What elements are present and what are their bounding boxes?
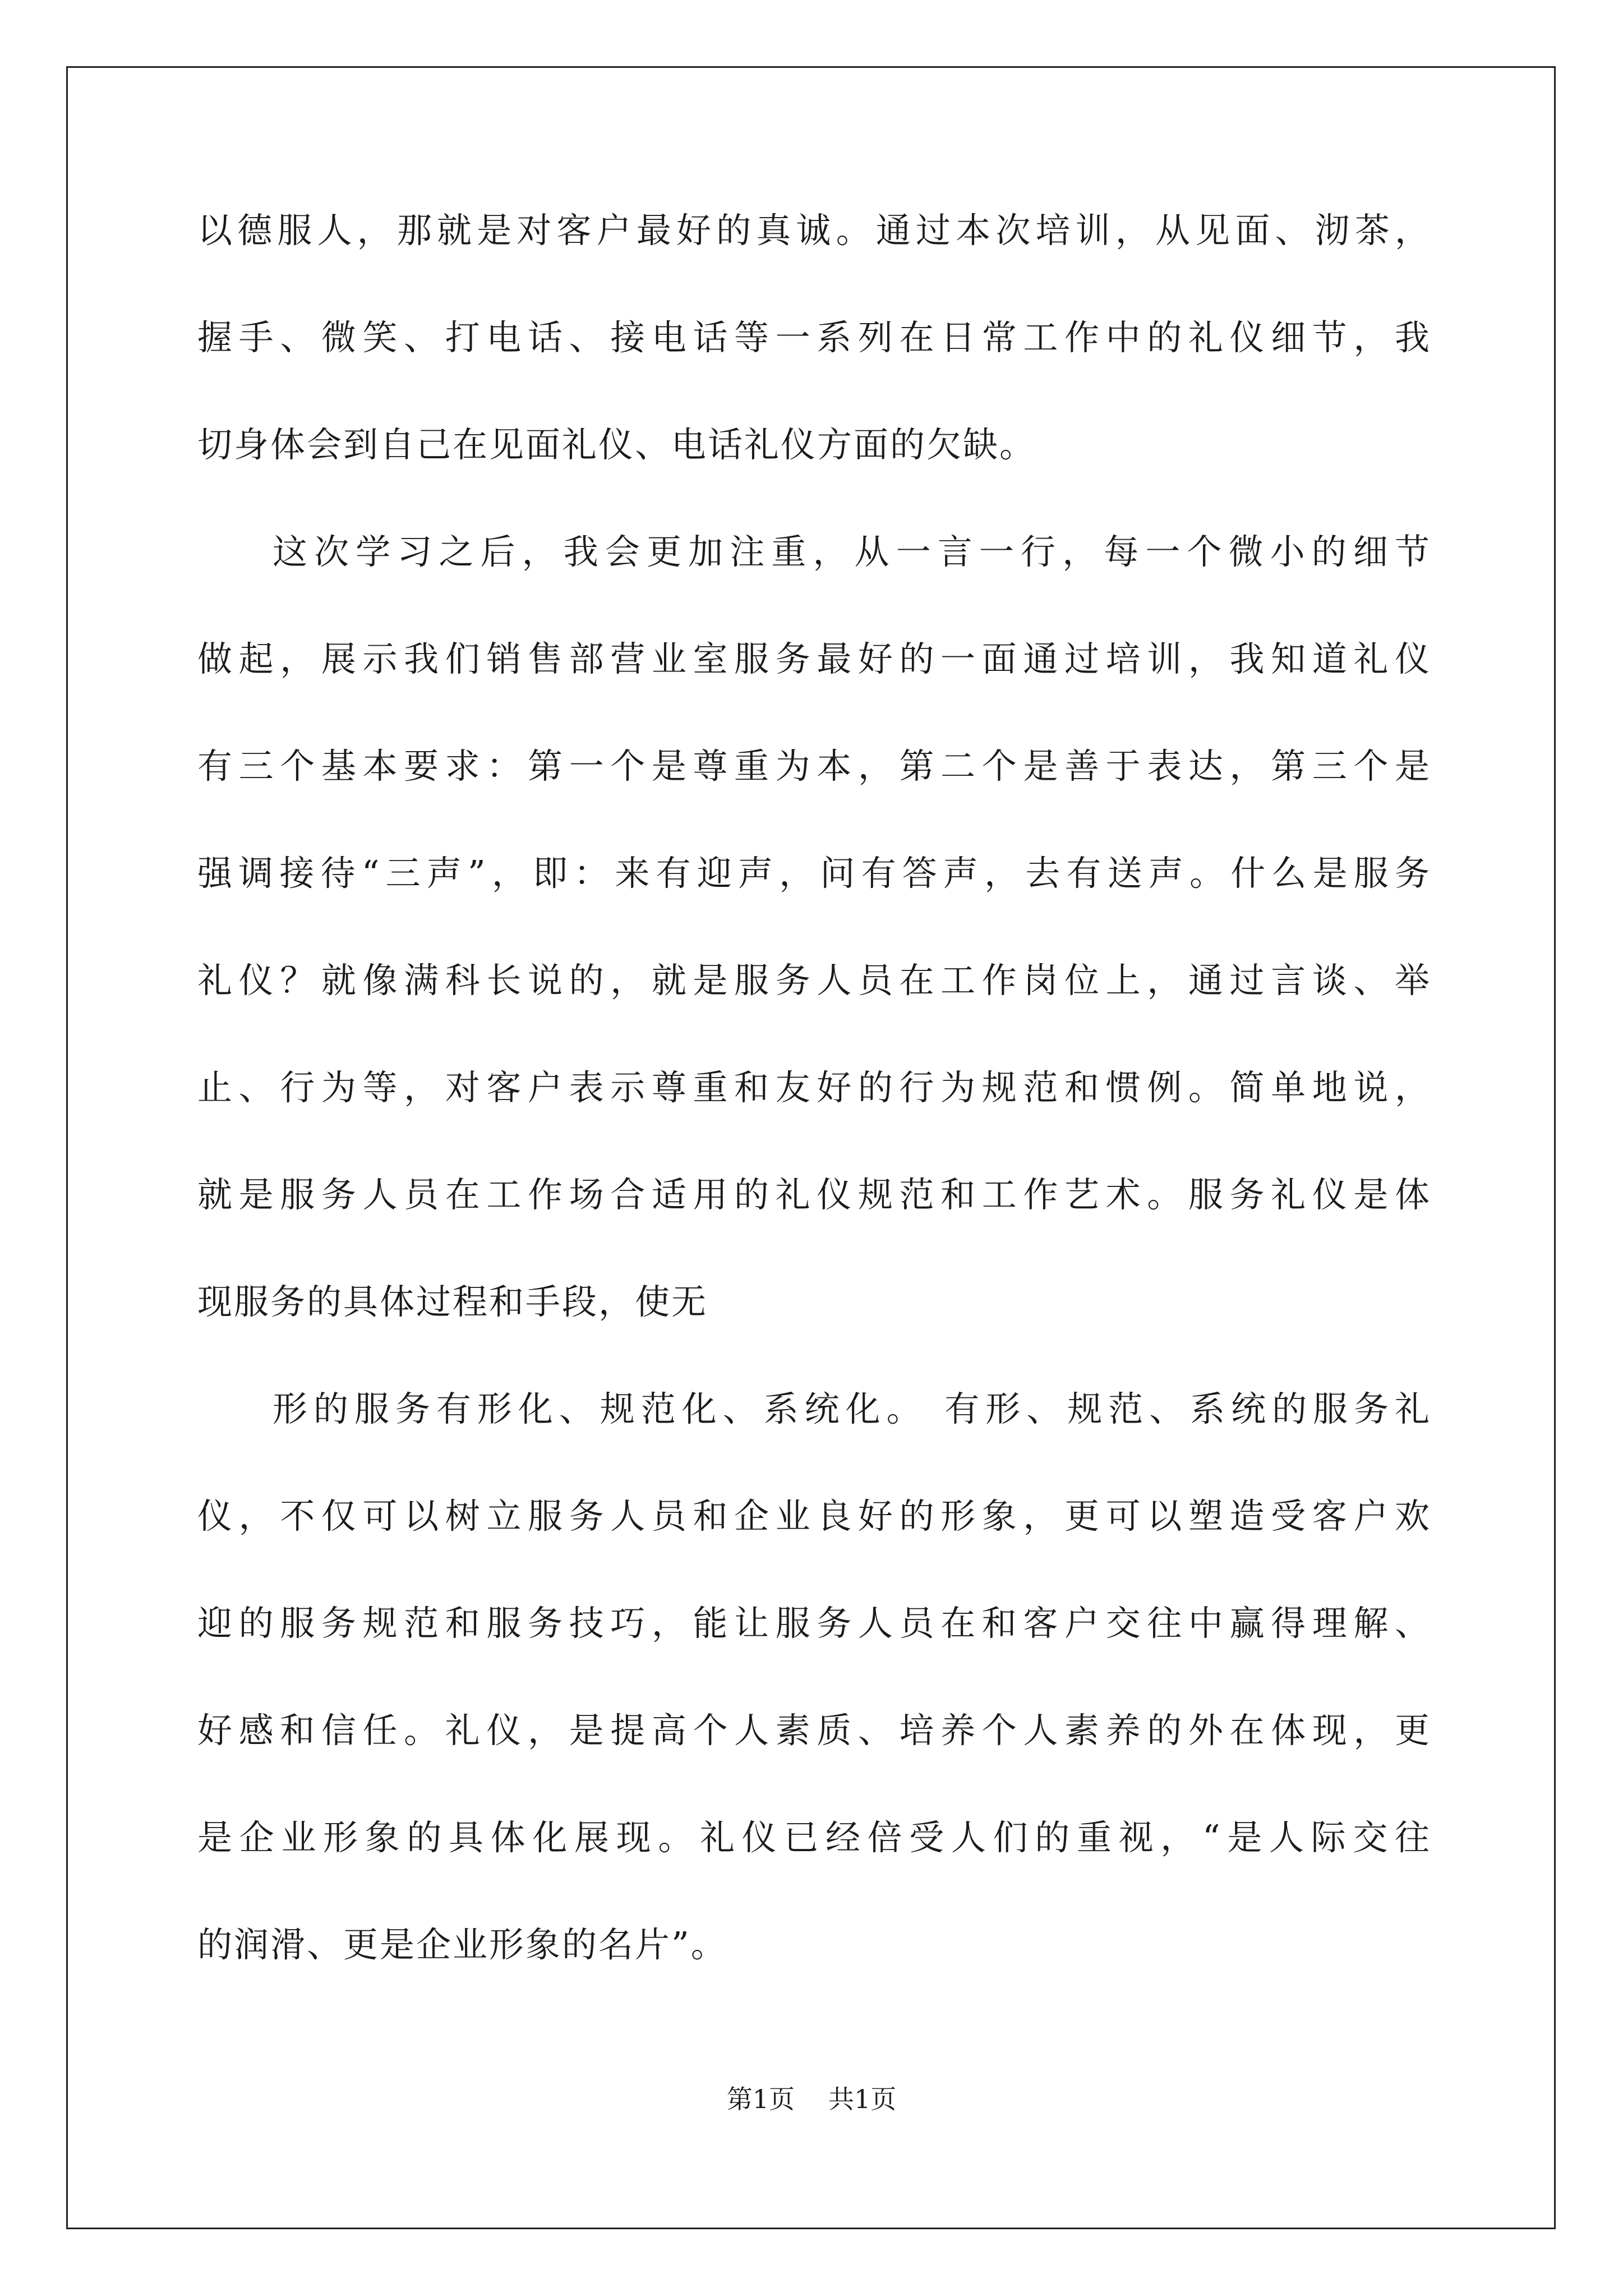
page-footer <box>0 2082 1623 2116</box>
text-line: 强调接待“三声”，即：来有迎声，问有答声，去有送声。什么是服务 <box>197 853 1431 894</box>
text-line: 做起，展示我们销售部营业室服务最好的一面通过培训，我知道礼仪 <box>197 638 1431 679</box>
text-line: 就是服务人员在工作场合适用的礼仪规范和工作艺术。服务礼仪是体 <box>197 1174 1431 1215</box>
text-line: 有三个基本要求：第一个是尊重为本，第二个是善于表达，第三个是 <box>197 746 1431 786</box>
text-line: 以德服人，那就是对客户最好的真诚。通过本次培训，从见面、沏茶， <box>197 210 1431 251</box>
text-line: 现服务的具体过程和手段，使无 <box>197 1281 708 1322</box>
text-line: 这次学习之后，我会更加注重，从一言一行，每一个微小的细节 <box>273 531 1431 572</box>
text-line: 握手、微笑、打电话、接电话等一系列在日常工作中的礼仪细节，我 <box>197 317 1431 358</box>
page-number-total: 共1页 <box>828 2084 897 2114</box>
text-line: 好感和信任。礼仪，是提高个人素质、培养个人素养的外在体现，更 <box>197 1710 1431 1751</box>
text-line: 迎的服务规范和服务技巧，能让服务人员在和客户交往中赢得理解、 <box>197 1603 1431 1644</box>
text-line: 是企业形象的具体化展现。礼仪已经倍受人们的重视，“是人际交往 <box>197 1817 1431 1858</box>
text-line: 止、行为等，对客户表示尊重和友好的行为规范和惯例。简单地说， <box>197 1067 1431 1108</box>
text-line: 礼仪？就像满科长说的，就是服务人员在工作岗位上，通过言谈、举 <box>197 960 1431 1001</box>
text-line: 的润滑、更是企业形象的名片”。 <box>197 1924 727 1965</box>
text-line: 仪，不仅可以树立服务人员和企业良好的形象，更可以塑造受客户欢 <box>197 1496 1431 1536</box>
text-line: 切身体会到自己在见面礼仪、电话礼仪方面的欠缺。 <box>197 424 1036 465</box>
page-number-current: 第1页 <box>726 2084 795 2114</box>
document-body <box>197 200 1431 2021</box>
text-line: 形的服务有形化、规范化、系统化。 有形、规范、系统的服务礼 <box>273 1388 1431 1429</box>
